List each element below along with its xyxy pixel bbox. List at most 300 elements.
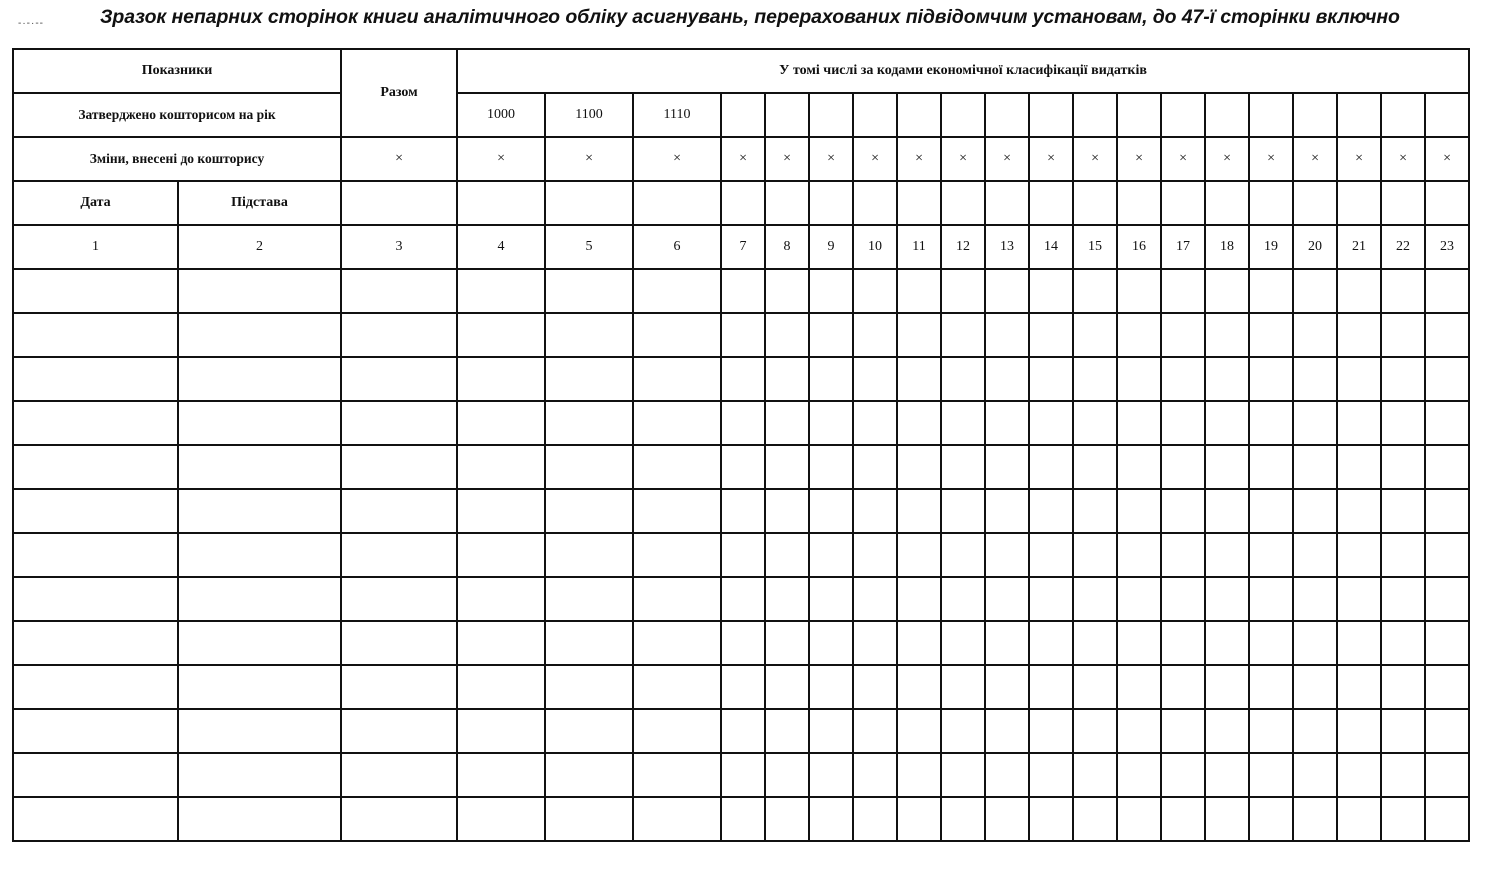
entry-cell[interactable] <box>1029 313 1073 357</box>
entry-cell[interactable] <box>721 445 765 489</box>
entry-cell[interactable] <box>1161 357 1205 401</box>
entry-cell[interactable] <box>1425 577 1469 621</box>
entry-cell[interactable] <box>457 357 545 401</box>
entry-cell[interactable] <box>1425 489 1469 533</box>
entry-cell[interactable] <box>1205 269 1249 313</box>
entry-cell[interactable] <box>178 665 341 709</box>
entry-cell[interactable] <box>457 313 545 357</box>
empty-cell[interactable] <box>1205 181 1249 225</box>
entry-cell[interactable] <box>545 357 633 401</box>
entry-cell[interactable] <box>765 709 809 753</box>
entry-cell[interactable] <box>1249 621 1293 665</box>
entry-cell[interactable] <box>341 665 457 709</box>
entry-cell[interactable] <box>985 489 1029 533</box>
entry-cell[interactable] <box>1205 709 1249 753</box>
empty-cell[interactable] <box>545 181 633 225</box>
entry-cell[interactable] <box>721 357 765 401</box>
entry-cell[interactable] <box>809 489 853 533</box>
entry-cell[interactable] <box>1161 709 1205 753</box>
entry-cell[interactable] <box>1205 577 1249 621</box>
entry-cell[interactable] <box>457 621 545 665</box>
entry-cell[interactable] <box>341 489 457 533</box>
entry-cell[interactable] <box>545 489 633 533</box>
entry-cell[interactable] <box>809 533 853 577</box>
entry-cell[interactable] <box>545 753 633 797</box>
entry-cell[interactable] <box>341 797 457 841</box>
entry-cell[interactable] <box>633 621 721 665</box>
entry-cell[interactable] <box>1293 577 1337 621</box>
entry-cell[interactable] <box>1425 401 1469 445</box>
empty-code-cell[interactable] <box>897 93 941 137</box>
entry-cell[interactable] <box>897 709 941 753</box>
entry-cell[interactable] <box>1029 621 1073 665</box>
entry-cell[interactable] <box>633 313 721 357</box>
entry-cell[interactable] <box>1425 709 1469 753</box>
entry-cell[interactable] <box>545 313 633 357</box>
entry-cell[interactable] <box>13 621 178 665</box>
entry-cell[interactable] <box>1029 357 1073 401</box>
entry-cell[interactable] <box>1381 313 1425 357</box>
entry-cell[interactable] <box>1029 753 1073 797</box>
entry-cell[interactable] <box>1073 313 1117 357</box>
empty-code-cell[interactable] <box>1073 93 1117 137</box>
entry-cell[interactable] <box>1425 753 1469 797</box>
empty-cell[interactable] <box>1381 181 1425 225</box>
entry-cell[interactable] <box>941 665 985 709</box>
entry-cell[interactable] <box>853 445 897 489</box>
entry-cell[interactable] <box>1073 533 1117 577</box>
entry-cell[interactable] <box>1117 797 1161 841</box>
entry-cell[interactable] <box>853 489 897 533</box>
entry-cell[interactable] <box>1425 533 1469 577</box>
entry-cell[interactable] <box>1381 753 1425 797</box>
empty-cell[interactable] <box>1073 181 1117 225</box>
entry-cell[interactable] <box>1337 401 1381 445</box>
entry-cell[interactable] <box>1293 621 1337 665</box>
entry-cell[interactable] <box>1249 401 1293 445</box>
entry-cell[interactable] <box>941 621 985 665</box>
entry-cell[interactable] <box>1381 797 1425 841</box>
entry-cell[interactable] <box>457 797 545 841</box>
entry-cell[interactable] <box>1425 313 1469 357</box>
entry-cell[interactable] <box>1073 621 1117 665</box>
entry-cell[interactable] <box>1029 533 1073 577</box>
entry-cell[interactable] <box>941 401 985 445</box>
entry-cell[interactable] <box>1205 753 1249 797</box>
empty-cell[interactable] <box>457 181 545 225</box>
entry-cell[interactable] <box>1337 357 1381 401</box>
entry-cell[interactable] <box>853 709 897 753</box>
entry-cell[interactable] <box>1293 357 1337 401</box>
entry-cell[interactable] <box>1249 489 1293 533</box>
entry-cell[interactable] <box>1425 357 1469 401</box>
entry-cell[interactable] <box>633 533 721 577</box>
entry-cell[interactable] <box>1205 489 1249 533</box>
entry-cell[interactable] <box>1293 665 1337 709</box>
entry-cell[interactable] <box>1381 533 1425 577</box>
entry-cell[interactable] <box>1381 577 1425 621</box>
entry-cell[interactable] <box>457 445 545 489</box>
entry-cell[interactable] <box>1161 445 1205 489</box>
entry-cell[interactable] <box>1073 753 1117 797</box>
entry-cell[interactable] <box>633 489 721 533</box>
entry-cell[interactable] <box>1029 665 1073 709</box>
entry-cell[interactable] <box>1073 401 1117 445</box>
entry-cell[interactable] <box>1161 401 1205 445</box>
entry-cell[interactable] <box>1161 489 1205 533</box>
entry-cell[interactable] <box>853 533 897 577</box>
entry-cell[interactable] <box>765 753 809 797</box>
entry-cell[interactable] <box>853 665 897 709</box>
entry-cell[interactable] <box>1381 357 1425 401</box>
entry-cell[interactable] <box>809 313 853 357</box>
entry-cell[interactable] <box>341 269 457 313</box>
entry-cell[interactable] <box>721 709 765 753</box>
entry-cell[interactable] <box>1425 621 1469 665</box>
entry-cell[interactable] <box>1205 797 1249 841</box>
empty-code-cell[interactable] <box>1425 93 1469 137</box>
entry-cell[interactable] <box>457 401 545 445</box>
entry-cell[interactable] <box>985 577 1029 621</box>
entry-cell[interactable] <box>178 445 341 489</box>
entry-cell[interactable] <box>633 753 721 797</box>
entry-cell[interactable] <box>809 357 853 401</box>
entry-cell[interactable] <box>1381 269 1425 313</box>
entry-cell[interactable] <box>941 489 985 533</box>
entry-cell[interactable] <box>1073 357 1117 401</box>
entry-cell[interactable] <box>897 269 941 313</box>
entry-cell[interactable] <box>897 489 941 533</box>
entry-cell[interactable] <box>1293 445 1337 489</box>
entry-cell[interactable] <box>1249 357 1293 401</box>
entry-cell[interactable] <box>1249 797 1293 841</box>
entry-cell[interactable] <box>1117 533 1161 577</box>
entry-cell[interactable] <box>1381 401 1425 445</box>
entry-cell[interactable] <box>1381 445 1425 489</box>
empty-code-cell[interactable] <box>1205 93 1249 137</box>
entry-cell[interactable] <box>1205 621 1249 665</box>
entry-cell[interactable] <box>545 401 633 445</box>
entry-cell[interactable] <box>1381 665 1425 709</box>
empty-cell[interactable] <box>1337 181 1381 225</box>
entry-cell[interactable] <box>1029 709 1073 753</box>
entry-cell[interactable] <box>341 577 457 621</box>
entry-cell[interactable] <box>341 445 457 489</box>
entry-cell[interactable] <box>897 313 941 357</box>
entry-cell[interactable] <box>1073 577 1117 621</box>
entry-cell[interactable] <box>1161 797 1205 841</box>
entry-cell[interactable] <box>941 577 985 621</box>
entry-cell[interactable] <box>633 357 721 401</box>
entry-cell[interactable] <box>178 313 341 357</box>
entry-cell[interactable] <box>1117 709 1161 753</box>
entry-cell[interactable] <box>1161 269 1205 313</box>
entry-cell[interactable] <box>341 533 457 577</box>
entry-cell[interactable] <box>1425 665 1469 709</box>
entry-cell[interactable] <box>1249 533 1293 577</box>
entry-cell[interactable] <box>633 269 721 313</box>
entry-cell[interactable] <box>341 401 457 445</box>
entry-cell[interactable] <box>341 313 457 357</box>
entry-cell[interactable] <box>897 621 941 665</box>
entry-cell[interactable] <box>178 753 341 797</box>
entry-cell[interactable] <box>853 401 897 445</box>
entry-cell[interactable] <box>765 797 809 841</box>
entry-cell[interactable] <box>1425 269 1469 313</box>
empty-code-cell[interactable] <box>1293 93 1337 137</box>
entry-cell[interactable] <box>341 357 457 401</box>
entry-cell[interactable] <box>985 269 1029 313</box>
entry-cell[interactable] <box>765 445 809 489</box>
entry-cell[interactable] <box>985 621 1029 665</box>
entry-cell[interactable] <box>1337 621 1381 665</box>
entry-cell[interactable] <box>721 577 765 621</box>
entry-cell[interactable] <box>809 797 853 841</box>
entry-cell[interactable] <box>1029 797 1073 841</box>
entry-cell[interactable] <box>809 445 853 489</box>
entry-cell[interactable] <box>1293 709 1337 753</box>
entry-cell[interactable] <box>457 709 545 753</box>
entry-cell[interactable] <box>721 313 765 357</box>
entry-cell[interactable] <box>853 797 897 841</box>
entry-cell[interactable] <box>897 357 941 401</box>
entry-cell[interactable] <box>1073 445 1117 489</box>
entry-cell[interactable] <box>13 665 178 709</box>
entry-cell[interactable] <box>1293 797 1337 841</box>
entry-cell[interactable] <box>765 665 809 709</box>
entry-cell[interactable] <box>1249 269 1293 313</box>
entry-cell[interactable] <box>633 665 721 709</box>
entry-cell[interactable] <box>1161 753 1205 797</box>
entry-cell[interactable] <box>985 797 1029 841</box>
entry-cell[interactable] <box>13 797 178 841</box>
empty-code-cell[interactable] <box>1161 93 1205 137</box>
entry-cell[interactable] <box>985 753 1029 797</box>
entry-cell[interactable] <box>13 577 178 621</box>
entry-cell[interactable] <box>765 489 809 533</box>
entry-cell[interactable] <box>765 401 809 445</box>
entry-cell[interactable] <box>1337 577 1381 621</box>
entry-cell[interactable] <box>1381 621 1425 665</box>
entry-cell[interactable] <box>1117 577 1161 621</box>
entry-cell[interactable] <box>1249 313 1293 357</box>
entry-cell[interactable] <box>1161 313 1205 357</box>
entry-cell[interactable] <box>941 357 985 401</box>
entry-cell[interactable] <box>985 445 1029 489</box>
entry-cell[interactable] <box>178 621 341 665</box>
empty-cell[interactable] <box>721 181 765 225</box>
entry-cell[interactable] <box>1117 269 1161 313</box>
entry-cell[interactable] <box>1205 313 1249 357</box>
entry-cell[interactable] <box>765 533 809 577</box>
entry-cell[interactable] <box>1337 445 1381 489</box>
entry-cell[interactable] <box>1293 269 1337 313</box>
entry-cell[interactable] <box>1425 797 1469 841</box>
entry-cell[interactable] <box>809 401 853 445</box>
entry-cell[interactable] <box>457 577 545 621</box>
entry-cell[interactable] <box>457 665 545 709</box>
entry-cell[interactable] <box>853 357 897 401</box>
entry-cell[interactable] <box>941 709 985 753</box>
entry-cell[interactable] <box>13 269 178 313</box>
entry-cell[interactable] <box>1117 621 1161 665</box>
entry-cell[interactable] <box>457 269 545 313</box>
entry-cell[interactable] <box>809 269 853 313</box>
entry-cell[interactable] <box>721 269 765 313</box>
entry-cell[interactable] <box>545 665 633 709</box>
entry-cell[interactable] <box>341 753 457 797</box>
entry-cell[interactable] <box>1249 709 1293 753</box>
entry-cell[interactable] <box>1337 797 1381 841</box>
entry-cell[interactable] <box>1073 797 1117 841</box>
empty-code-cell[interactable] <box>1249 93 1293 137</box>
entry-cell[interactable] <box>13 357 178 401</box>
entry-cell[interactable] <box>1293 313 1337 357</box>
entry-cell[interactable] <box>13 533 178 577</box>
empty-code-cell[interactable] <box>1381 93 1425 137</box>
entry-cell[interactable] <box>1161 665 1205 709</box>
entry-cell[interactable] <box>178 489 341 533</box>
entry-cell[interactable] <box>1337 665 1381 709</box>
entry-cell[interactable] <box>985 401 1029 445</box>
empty-cell[interactable] <box>1161 181 1205 225</box>
entry-cell[interactable] <box>853 753 897 797</box>
entry-cell[interactable] <box>457 533 545 577</box>
entry-cell[interactable] <box>1205 665 1249 709</box>
entry-cell[interactable] <box>1337 313 1381 357</box>
entry-cell[interactable] <box>809 577 853 621</box>
entry-cell[interactable] <box>1293 401 1337 445</box>
empty-cell[interactable] <box>633 181 721 225</box>
entry-cell[interactable] <box>1117 357 1161 401</box>
entry-cell[interactable] <box>545 269 633 313</box>
entry-cell[interactable] <box>941 269 985 313</box>
entry-cell[interactable] <box>1161 533 1205 577</box>
entry-cell[interactable] <box>1073 665 1117 709</box>
entry-cell[interactable] <box>853 577 897 621</box>
entry-cell[interactable] <box>721 533 765 577</box>
entry-cell[interactable] <box>897 797 941 841</box>
entry-cell[interactable] <box>13 753 178 797</box>
empty-code-cell[interactable] <box>1337 93 1381 137</box>
entry-cell[interactable] <box>178 577 341 621</box>
entry-cell[interactable] <box>1337 709 1381 753</box>
entry-cell[interactable] <box>545 709 633 753</box>
entry-cell[interactable] <box>178 357 341 401</box>
entry-cell[interactable] <box>178 709 341 753</box>
entry-cell[interactable] <box>765 577 809 621</box>
entry-cell[interactable] <box>985 533 1029 577</box>
entry-cell[interactable] <box>941 753 985 797</box>
entry-cell[interactable] <box>178 797 341 841</box>
empty-code-cell[interactable] <box>721 93 765 137</box>
entry-cell[interactable] <box>1249 445 1293 489</box>
empty-code-cell[interactable] <box>941 93 985 137</box>
entry-cell[interactable] <box>1205 445 1249 489</box>
entry-cell[interactable] <box>13 401 178 445</box>
entry-cell[interactable] <box>1029 577 1073 621</box>
empty-code-cell[interactable] <box>985 93 1029 137</box>
entry-cell[interactable] <box>633 797 721 841</box>
empty-cell[interactable] <box>765 181 809 225</box>
entry-cell[interactable] <box>1029 401 1073 445</box>
entry-cell[interactable] <box>1117 445 1161 489</box>
empty-cell[interactable] <box>341 181 457 225</box>
entry-cell[interactable] <box>1205 533 1249 577</box>
entry-cell[interactable] <box>13 313 178 357</box>
entry-cell[interactable] <box>13 709 178 753</box>
entry-cell[interactable] <box>1293 533 1337 577</box>
entry-cell[interactable] <box>897 577 941 621</box>
entry-cell[interactable] <box>721 401 765 445</box>
entry-cell[interactable] <box>897 401 941 445</box>
entry-cell[interactable] <box>897 665 941 709</box>
entry-cell[interactable] <box>721 753 765 797</box>
entry-cell[interactable] <box>1249 753 1293 797</box>
entry-cell[interactable] <box>985 709 1029 753</box>
entry-cell[interactable] <box>13 489 178 533</box>
entry-cell[interactable] <box>1073 709 1117 753</box>
entry-cell[interactable] <box>545 797 633 841</box>
entry-cell[interactable] <box>1249 665 1293 709</box>
entry-cell[interactable] <box>1161 621 1205 665</box>
empty-code-cell[interactable] <box>809 93 853 137</box>
entry-cell[interactable] <box>853 621 897 665</box>
entry-cell[interactable] <box>853 313 897 357</box>
entry-cell[interactable] <box>178 401 341 445</box>
entry-cell[interactable] <box>1117 665 1161 709</box>
entry-cell[interactable] <box>1293 489 1337 533</box>
entry-cell[interactable] <box>1249 577 1293 621</box>
entry-cell[interactable] <box>1381 709 1425 753</box>
entry-cell[interactable] <box>178 269 341 313</box>
empty-cell[interactable] <box>941 181 985 225</box>
entry-cell[interactable] <box>1337 489 1381 533</box>
entry-cell[interactable] <box>1117 753 1161 797</box>
entry-cell[interactable] <box>897 445 941 489</box>
entry-cell[interactable] <box>721 797 765 841</box>
empty-cell[interactable] <box>1293 181 1337 225</box>
empty-cell[interactable] <box>809 181 853 225</box>
entry-cell[interactable] <box>1425 445 1469 489</box>
entry-cell[interactable] <box>985 665 1029 709</box>
entry-cell[interactable] <box>721 665 765 709</box>
entry-cell[interactable] <box>809 621 853 665</box>
entry-cell[interactable] <box>545 577 633 621</box>
entry-cell[interactable] <box>1381 489 1425 533</box>
entry-cell[interactable] <box>721 489 765 533</box>
entry-cell[interactable] <box>985 313 1029 357</box>
entry-cell[interactable] <box>1337 269 1381 313</box>
entry-cell[interactable] <box>1293 753 1337 797</box>
entry-cell[interactable] <box>765 313 809 357</box>
entry-cell[interactable] <box>1029 489 1073 533</box>
entry-cell[interactable] <box>721 621 765 665</box>
entry-cell[interactable] <box>545 533 633 577</box>
entry-cell[interactable] <box>633 445 721 489</box>
empty-code-cell[interactable] <box>1117 93 1161 137</box>
entry-cell[interactable] <box>765 357 809 401</box>
entry-cell[interactable] <box>633 709 721 753</box>
entry-cell[interactable] <box>1117 401 1161 445</box>
entry-cell[interactable] <box>13 445 178 489</box>
entry-cell[interactable] <box>341 709 457 753</box>
entry-cell[interactable] <box>633 401 721 445</box>
entry-cell[interactable] <box>897 533 941 577</box>
entry-cell[interactable] <box>809 665 853 709</box>
entry-cell[interactable] <box>1161 577 1205 621</box>
entry-cell[interactable] <box>457 489 545 533</box>
